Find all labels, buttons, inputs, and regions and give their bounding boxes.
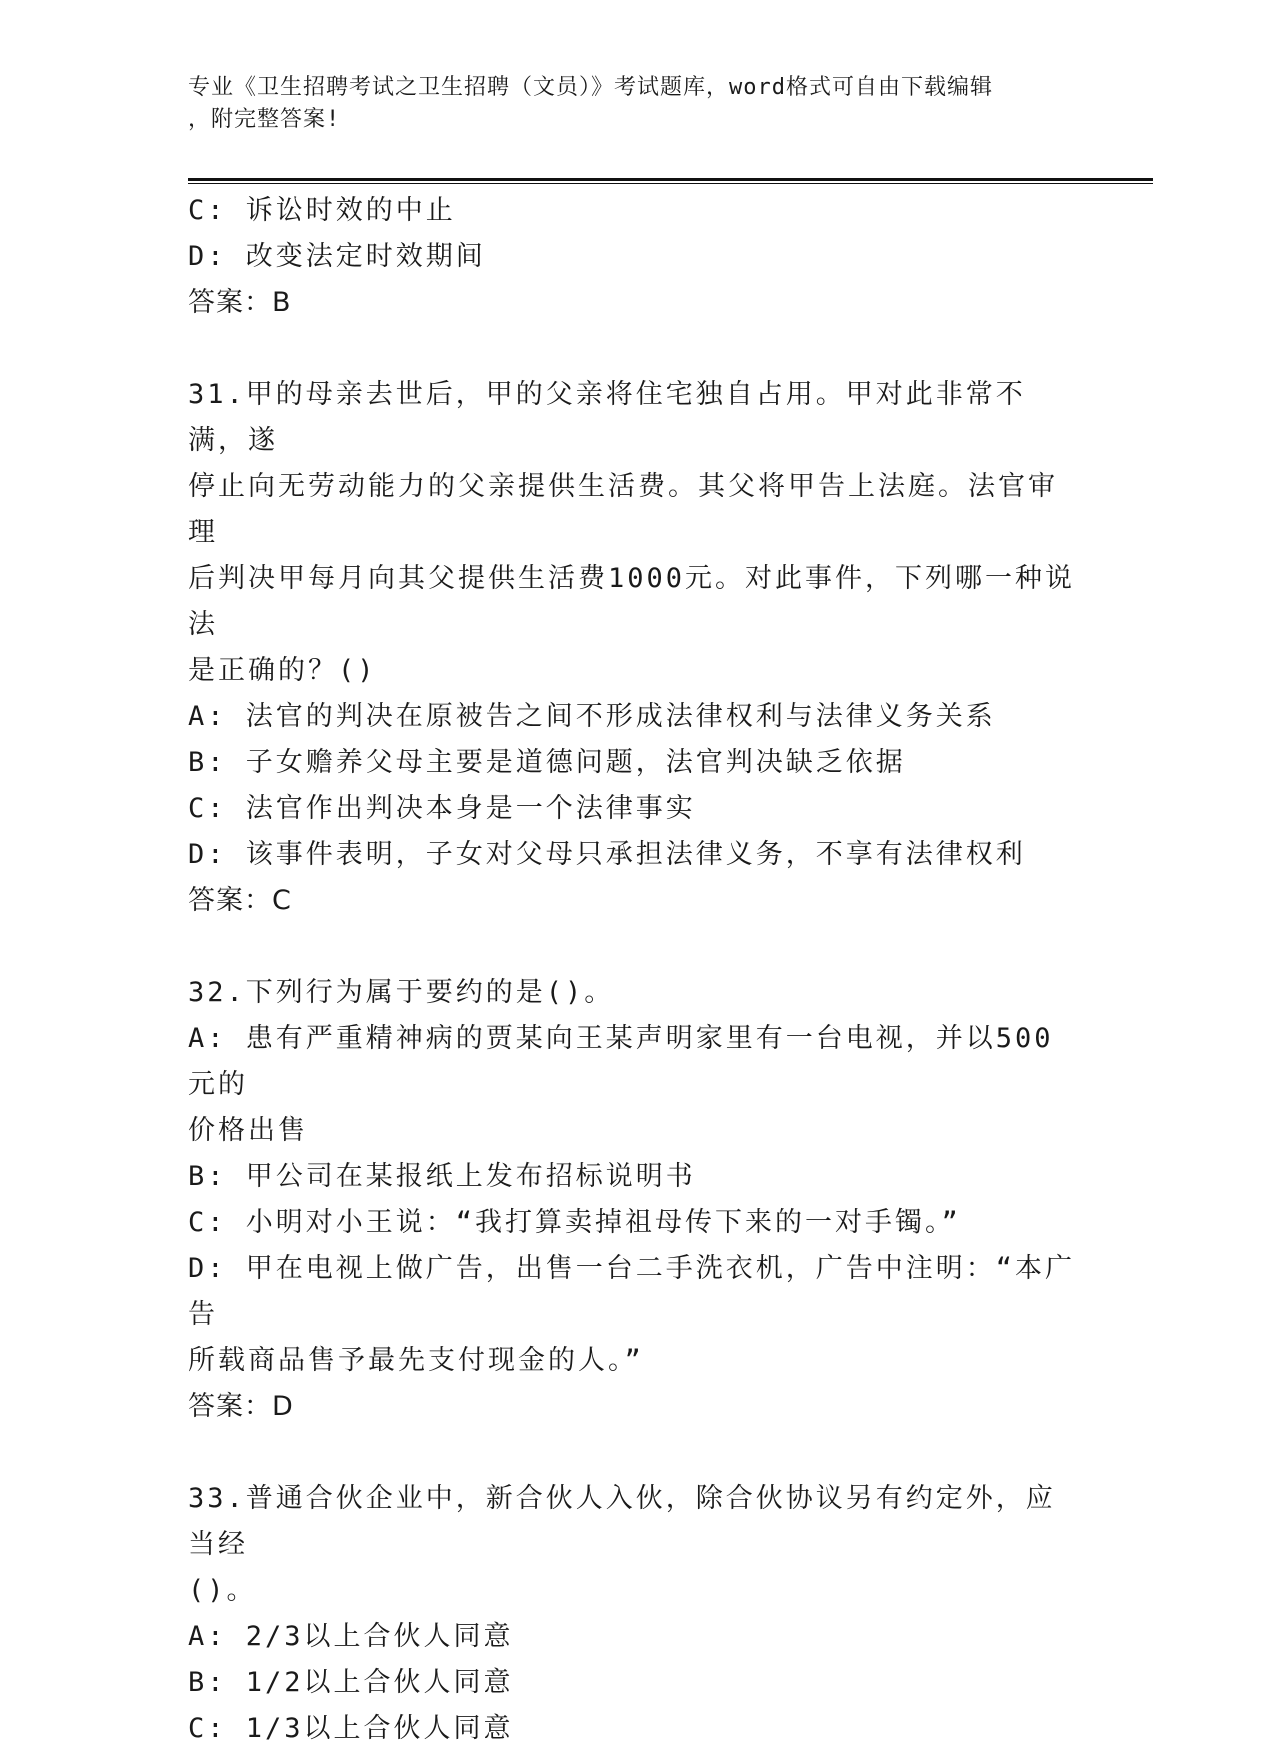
q31-stem-line-2: 停止向无劳动能力的父亲提供生活费。其父将甲告上法庭。法官审理: [188, 471, 1058, 548]
document-header: [188, 72, 1068, 136]
q33-option-a: A: 2/3以上合伙人同意: [188, 1621, 514, 1652]
q33-stem-line-1: 33.普通合伙企业中，新合伙人入伙，除合伙协议另有约定外，应当经: [188, 1483, 1056, 1560]
q32-option-d-line-2: 所载商品售予最先支付现金的人。”: [188, 1345, 644, 1376]
header-line-2: ，附完整答案!: [188, 107, 341, 132]
q32-option-d-line-1: D: 甲在电视上做广告，出售一台二手洗衣机，广告中注明：“本广告: [188, 1253, 1076, 1330]
q32-option-c: C: 小明对小王说：“我打算卖掉祖母传下来的一对手镯。”: [188, 1207, 961, 1238]
q31-option-d: D: 该事件表明，子女对父母只承担法律义务，不享有法律权利: [188, 839, 1026, 870]
q31-option-a: A: 法官的判决在原被告之间不形成法律权利与法律义务关系: [188, 701, 996, 732]
q31-option-b: B: 子女赡养父母主要是道德问题，法官判决缺乏依据: [188, 747, 906, 778]
prev-option-c: C: 诉讼时效的中止: [188, 195, 456, 226]
q33-option-c: C: 1/3以上合伙人同意: [188, 1713, 514, 1744]
q31-answer: 答案：C: [188, 885, 292, 916]
spacer: [188, 1430, 1078, 1476]
header-line-1: 专业《卫生招聘考试之卫生招聘（文员）》考试题库，word格式可自由下载编辑: [188, 75, 993, 100]
header-divider-thin: [188, 183, 1153, 184]
q33-stem-line-2: ()。: [188, 1575, 257, 1606]
q32-option-a-line-2: 价格出售: [188, 1115, 308, 1146]
spacer: [188, 924, 1078, 970]
q31-stem-line-4: 是正确的？(): [188, 655, 377, 686]
q31-stem-line-3: 后判决甲每月向其父提供生活费1000元。对此事件，下列哪一种说法: [188, 563, 1076, 640]
q32-option-b: B: 甲公司在某报纸上发布招标说明书: [188, 1161, 696, 1192]
q31-stem-line-1: 31.甲的母亲去世后，甲的父亲将住宅独自占用。甲对此非常不满，遂: [188, 379, 1026, 456]
prev-answer: 答案：B: [188, 287, 292, 318]
spacer: [188, 326, 1078, 372]
prev-option-d: D: 改变法定时效期间: [188, 241, 486, 272]
header-divider-thick: [188, 178, 1153, 181]
q32-option-a-line-1: A: 患有严重精神病的贾某向王某声明家里有一台电视，并以500元的: [188, 1023, 1054, 1100]
q32-stem: 32.下列行为属于要约的是()。: [188, 977, 615, 1008]
q31-option-c: C: 法官作出判决本身是一个法律事实: [188, 793, 696, 824]
question-content: [188, 188, 1078, 1752]
q33-option-b: B: 1/2以上合伙人同意: [188, 1667, 514, 1698]
q32-answer: 答案：D: [188, 1391, 294, 1422]
